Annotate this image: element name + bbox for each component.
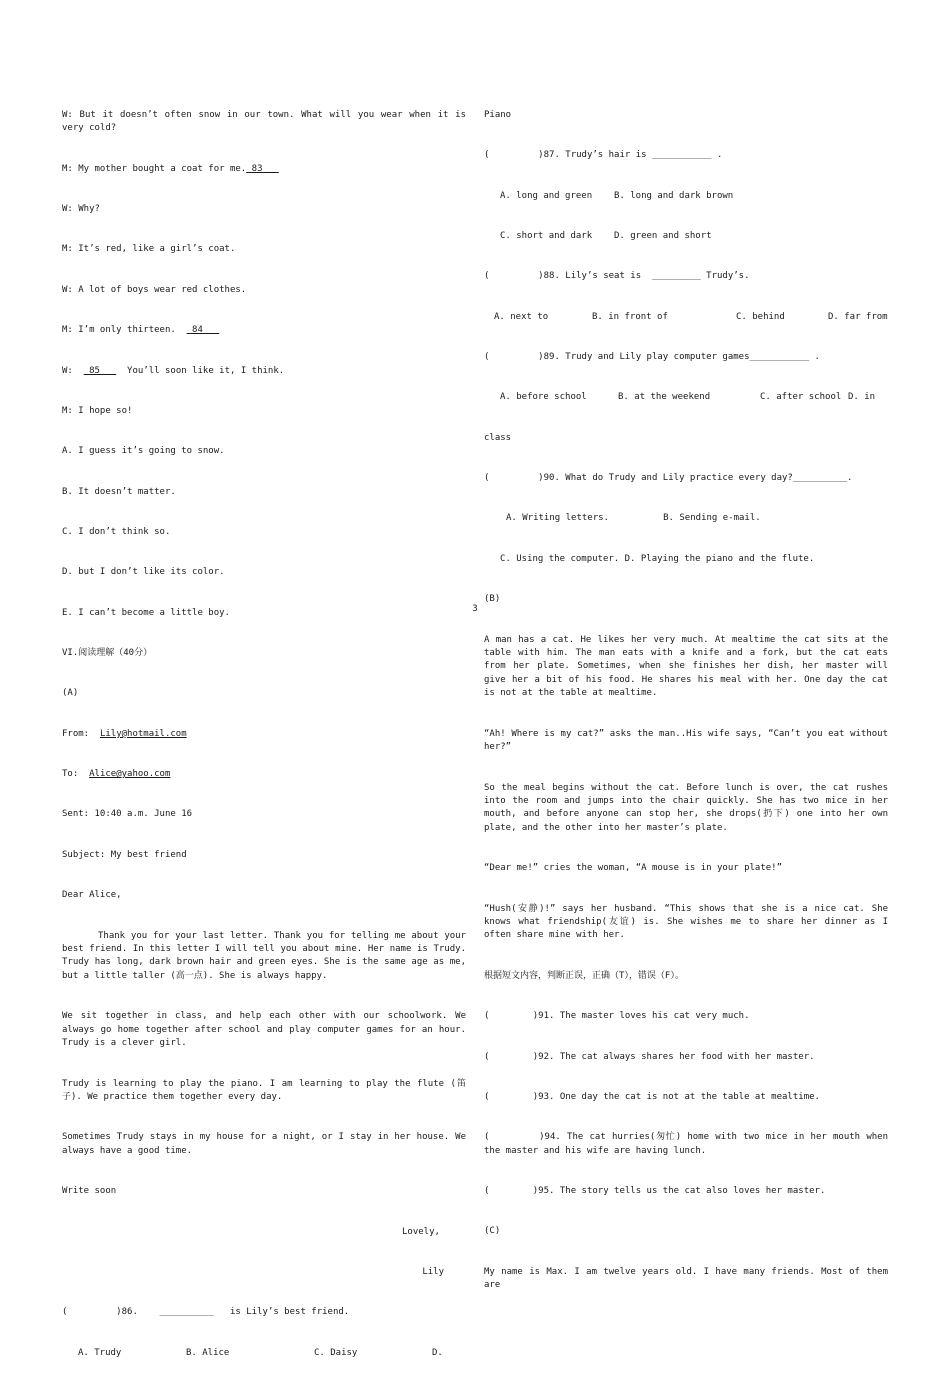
q86-option-c: C. Daisy: [314, 1347, 358, 1358]
tf-question: ( )93. One day the cat is not at the table at mealtime.: [484, 1091, 820, 1102]
tf-question: ( )91. The master loves his cat very much.: [484, 1011, 750, 1022]
dialog-line: [62, 324, 466, 337]
dialog-line: [62, 163, 466, 176]
dialog-text: M: My mother bought a coat for me.: [62, 163, 247, 174]
dialog-text: You’ll soon like it, I think.: [127, 365, 285, 376]
email-greeting: Dear Alice,: [62, 890, 122, 901]
q89-options: [484, 391, 888, 404]
tf-question: ( )92. The cat always shares her food with her master.: [484, 1051, 815, 1062]
part-a-label: (A): [62, 688, 79, 699]
q86-number: ( )86.: [62, 1307, 138, 1318]
blank-85: 85: [83, 365, 117, 376]
tf-question: ( )95. The story tells us the cat also loves her master.: [484, 1186, 826, 1197]
q86-option-d-cont: Piano: [484, 109, 512, 120]
email-sent: Sent: 10:40 a.m. June 16: [62, 809, 193, 820]
option-line: A. I guess it’s going to snow.: [62, 446, 225, 457]
q88-option-d: D. far from: [828, 311, 888, 322]
part-c-text: My name is Max. I am twelve years old. I have many friends. Most of them are: [484, 1266, 894, 1291]
tf-question: ( )94. The cat hurries(匆忙) home with two mice in her mouth when the master and his wife are having lunch.: [484, 1132, 894, 1156]
dialog-line: M: It’s red, like a girl’s coat.: [62, 244, 236, 255]
story-paragraph: So the meal begins without the cat. Before lunch is over, the cat rushes into the room and jumps into the chair quickly. She has two mice in her mouth, and before anyone can stop her, she drops(扔下) one into her own plate, and the other into her master’s plate.: [484, 782, 894, 833]
page-number: 3: [472, 604, 478, 614]
q87-options-row1: [484, 190, 888, 203]
q87-option-d: D. green and short: [614, 230, 712, 241]
q86-option-b: B. Alice: [186, 1347, 230, 1358]
option-line: E. I can’t become a little boy.: [62, 607, 230, 618]
dialog-line: W: A lot of boys wear red clothes.: [62, 284, 247, 295]
question-86: [62, 1306, 466, 1319]
q86-options: [62, 1347, 466, 1360]
email-signature: Lily: [422, 1266, 444, 1277]
q89-option-c: C. after school: [760, 392, 842, 403]
to-label: To:: [62, 769, 79, 780]
q90-options-ab: A. Writing letters. B. Sending e-mail.: [506, 513, 761, 524]
question-87: ( )87. Trudy’s hair is ___________ .: [484, 150, 723, 161]
q86-option-a: A. Trudy: [78, 1347, 122, 1358]
q89-option-d: D. in: [848, 392, 876, 403]
to-address-link[interactable]: Alice@yahoo.com: [89, 769, 171, 780]
email-paragraph: We sit together in class, and help each other with our schoolwork. We always go home together after school and play computer games for an hour. Trudy is a clever girl.: [62, 1011, 472, 1049]
q89-option-b: B. at the weekend: [618, 392, 711, 403]
story-paragraph: “Hush(安静)!” says her husband. “This shows that she is a nice cat. She knows what friendship(友谊) is. She wishes me to share her dinner as I often share mine with her.: [484, 903, 894, 941]
q89-option-a: A. before school: [500, 392, 587, 403]
email-from: [62, 728, 466, 741]
email-to: [62, 768, 466, 781]
part-c-label: (C): [484, 1226, 501, 1237]
q86-text: is Lily’s best friend.: [230, 1307, 350, 1318]
tf-instruction: 根据短文内容，判断正误，正确（T），错误（F）。: [484, 970, 684, 981]
email-paragraph: Sometimes Trudy stays in my house for a night, or I stay in her house. We always have a good time.: [62, 1132, 472, 1156]
story-paragraph: “Ah! Where is my cat?” asks the man..His wife says, “Can’t you eat without her?”: [484, 728, 894, 753]
email-closing: Write soon: [62, 1186, 117, 1197]
q88-options: [484, 311, 888, 324]
option-line: B. It doesn’t matter.: [62, 486, 176, 497]
q87-option-b: B. long and dark brown: [614, 190, 734, 201]
question-90: ( )90. What do Trudy and Lily practice every day?__________.: [484, 473, 853, 484]
q86-blank: __________: [159, 1307, 214, 1318]
story-paragraph: “Dear me!” cries the woman, “A mouse is in your plate!”: [484, 863, 783, 874]
dialog-text: M: I’m only thirteen.: [62, 325, 176, 336]
from-label: From:: [62, 728, 90, 739]
right-column: [484, 82, 894, 1306]
email-subject: Subject: My best friend: [62, 849, 187, 860]
dialog-line: W: Why?: [62, 204, 100, 215]
dialog-line: W: But it doesn’t often snow in our town. What will you wear when it is very cold?: [62, 109, 472, 134]
q89-option-d-cont: class: [484, 432, 512, 443]
email-paragraph: Thank you for your last letter. Thank you for telling me about your best friend. In this letter I will tell you about mine. Her name is Trudy. Trudy has long, dark brown hair and green eyes. She is the same age as me, but a little taller (高一点). She is always happy.: [62, 930, 472, 981]
q87-options-row2: [484, 230, 888, 243]
section-title: VI.阅读理解（40分）: [62, 648, 153, 659]
q88-option-a: A. next to: [494, 311, 549, 322]
left-column: [62, 82, 472, 1373]
q90-options-cd: C. Using the computer. D. Playing the piano and the flute.: [500, 553, 815, 564]
dialog-text: W:: [62, 365, 73, 376]
email-paragraph: Trudy is learning to play the piano. I am learning to play the flute (笛子). We practice them together every day.: [62, 1078, 466, 1102]
q87-option-c: C. short and dark: [500, 230, 593, 241]
email-lovely: Lovely,: [402, 1226, 440, 1237]
question-89: ( )89. Trudy and Lily play computer games___________ .: [484, 352, 820, 363]
option-line: C. I don’t think so.: [62, 526, 171, 537]
option-line: D. but I don’t like its color.: [62, 567, 225, 578]
q86-option-d: D.: [432, 1347, 443, 1358]
story-paragraph: A man has a cat. He likes her very much. At mealtime the cat sits at the table with him. The man eats with a knife and a fork, but the cat eats from her plate. Sometimes, when she finishes her dish, her master will give her a bit of his food. He shares his meal with her. One day the cat is not at the table at mealtime.: [484, 634, 894, 699]
blank-83: 83: [246, 163, 279, 174]
dialog-line: M: I hope so!: [62, 405, 133, 416]
q87-option-a: A. long and green: [500, 190, 593, 201]
q88-option-c: C. behind: [736, 311, 785, 322]
blank-84: 84: [186, 325, 220, 336]
question-88: ( )88. Lily’s seat is _________ Trudy’s.: [484, 271, 750, 282]
from-address-link[interactable]: Lily@hotmail.com: [99, 728, 187, 739]
part-b-label: (B): [484, 594, 501, 605]
dialog-line: [62, 365, 466, 378]
q88-option-b: B. in front of: [592, 311, 668, 322]
